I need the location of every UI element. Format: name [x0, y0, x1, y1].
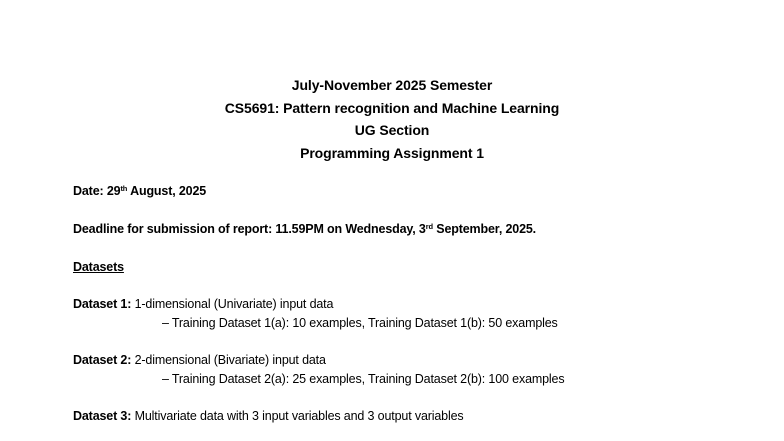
course-title: CS5691: Pattern recognition and Machine Learning: [224, 99, 560, 116]
dataset-3-line: [73, 408, 464, 424]
deadline-line: [73, 221, 536, 237]
date-rest: August, 2025: [127, 184, 207, 198]
date-line: [73, 183, 206, 199]
dataset-3-description: Multivariate data with 3 input variables and 3 output variables: [131, 409, 464, 423]
dataset-2-line: [73, 352, 326, 368]
datasets-heading: Datasets: [73, 260, 124, 274]
assignment-title: Programming Assignment 1: [300, 144, 484, 161]
dataset-1-detail: – Training Dataset 1(a): 10 examples, Training Dataset 1(b): 50 examples: [162, 316, 558, 330]
semester-title: July-November 2025 Semester: [291, 77, 493, 93]
document-header: [0, 74, 784, 164]
dataset-1-label: Dataset 1:: [73, 297, 132, 311]
dataset-2-label: Dataset 2:: [73, 353, 132, 367]
deadline-rest: September, 2025.: [432, 222, 537, 236]
deadline-ordinal: rd: [425, 222, 433, 231]
date-ordinal: th: [120, 184, 128, 193]
dataset-1-description: 1-dimensional (Univariate) input data: [131, 297, 334, 311]
date-label: Date: 29: [73, 184, 121, 198]
dataset-2-detail: – Training Dataset 2(a): 25 examples, Training Dataset 2(b): 100 examples: [162, 372, 565, 386]
dataset-3-label: Dataset 3:: [73, 409, 132, 423]
section-title: UG Section: [354, 122, 430, 138]
deadline-text: Deadline for submission of report: 11.59PM on Wednesday, 3: [73, 222, 426, 236]
dataset-2-description: 2-dimensional (Bivariate) input data: [131, 353, 326, 367]
dataset-1-line: [73, 296, 333, 312]
